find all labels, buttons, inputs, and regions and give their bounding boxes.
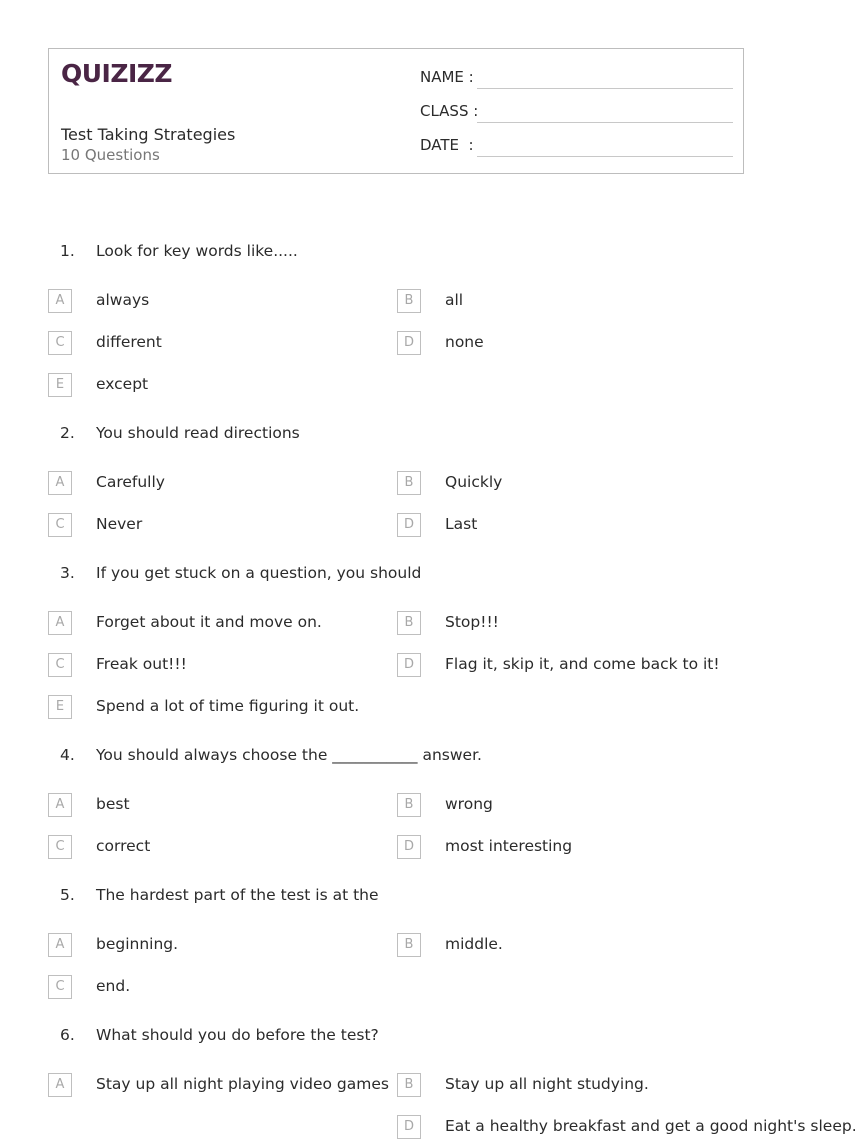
question-text: The hardest part of the test is at the xyxy=(96,886,379,904)
question-text: You should read directions xyxy=(96,424,300,442)
option-letter-box[interactable]: B xyxy=(397,933,421,957)
option-letter-box[interactable]: B xyxy=(397,1073,421,1097)
option-letter-box[interactable]: C xyxy=(48,653,72,677)
option-text: Spend a lot of time figuring it out. xyxy=(96,697,360,715)
option-text: Eat a healthy breakfast and get a good night's sleep. xyxy=(445,1117,857,1135)
question-text: If you get stuck on a question, you should xyxy=(96,564,422,582)
option-letter-box[interactable]: A xyxy=(48,471,72,495)
option-letter-box[interactable]: D xyxy=(397,513,421,537)
name-field[interactable] xyxy=(420,68,477,86)
class-field[interactable] xyxy=(420,102,477,120)
class-line[interactable] xyxy=(477,122,733,123)
date-line[interactable] xyxy=(477,156,733,157)
question-text: You should always choose the ___________ answer. xyxy=(96,746,482,764)
option-text: Stop!!! xyxy=(445,613,499,631)
option-letter-box[interactable]: C xyxy=(48,331,72,355)
option-text: beginning. xyxy=(96,935,179,953)
option-letter-box[interactable]: D xyxy=(397,835,421,859)
option-text: always xyxy=(96,291,150,309)
option-text: none xyxy=(445,333,484,351)
option-letter-box[interactable]: B xyxy=(397,611,421,635)
option-text: correct xyxy=(96,837,151,855)
question-number: 3. xyxy=(60,564,75,582)
option-text: wrong xyxy=(445,795,493,813)
option-text: Freak out!!! xyxy=(96,655,187,673)
name-line[interactable] xyxy=(477,88,733,89)
option-letter-box[interactable]: B xyxy=(397,793,421,817)
option-letter-box[interactable]: A xyxy=(48,1073,72,1097)
option-text: most interesting xyxy=(445,837,573,855)
question-number: 5. xyxy=(60,886,75,904)
option-letter-box[interactable]: B xyxy=(397,289,421,313)
option-letter-box[interactable]: C xyxy=(48,513,72,537)
option-letter-box[interactable]: E xyxy=(48,373,72,397)
option-text: end. xyxy=(96,977,131,995)
date-label: DATE : xyxy=(420,136,474,154)
question-number: 4. xyxy=(60,746,75,764)
option-letter-box[interactable]: D xyxy=(397,1115,421,1139)
date-field[interactable] xyxy=(420,136,477,154)
worksheet-title: Test Taking Strategies xyxy=(61,125,236,144)
option-text: Stay up all night studying. xyxy=(445,1075,649,1093)
option-text: Quickly xyxy=(445,473,503,491)
option-text: Last xyxy=(445,515,478,533)
option-letter-box[interactable]: D xyxy=(397,331,421,355)
question-number: 6. xyxy=(60,1026,75,1044)
question-text: What should you do before the test? xyxy=(96,1026,379,1044)
option-letter-box[interactable]: C xyxy=(48,835,72,859)
option-text: except xyxy=(96,375,149,393)
option-letter-box[interactable]: B xyxy=(397,471,421,495)
option-text: best xyxy=(96,795,130,813)
quizizz-logo: QUIZIZZ xyxy=(61,59,173,88)
name-label: NAME : xyxy=(420,68,474,86)
option-letter-box[interactable]: A xyxy=(48,289,72,313)
option-letter-box[interactable]: A xyxy=(48,611,72,635)
option-text: Stay up all night playing video games xyxy=(96,1075,389,1093)
option-letter-box[interactable]: E xyxy=(48,695,72,719)
option-letter-box[interactable]: A xyxy=(48,933,72,957)
question-count: 10 Questions xyxy=(61,146,160,164)
worksheet-header xyxy=(48,48,744,174)
option-letter-box[interactable]: C xyxy=(48,975,72,999)
option-letter-box[interactable]: A xyxy=(48,793,72,817)
option-text: Carefully xyxy=(96,473,165,491)
question-text: Look for key words like..... xyxy=(96,242,298,260)
class-label: CLASS : xyxy=(420,102,479,120)
option-text: Flag it, skip it, and come back to it! xyxy=(445,655,720,673)
question-number: 1. xyxy=(60,242,75,260)
option-text: middle. xyxy=(445,935,503,953)
option-text: different xyxy=(96,333,162,351)
option-text: Never xyxy=(96,515,143,533)
option-text: Forget about it and move on. xyxy=(96,613,322,631)
option-letter-box[interactable]: D xyxy=(397,653,421,677)
option-text: all xyxy=(445,291,464,309)
question-number: 2. xyxy=(60,424,75,442)
